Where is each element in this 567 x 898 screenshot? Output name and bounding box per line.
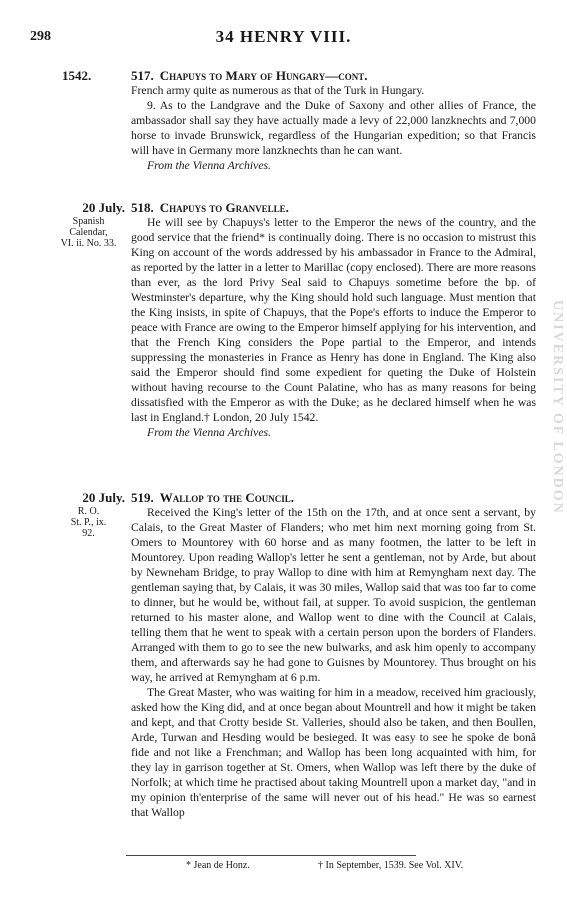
reference-line: R. O. — [77, 506, 100, 517]
entry-paragraph: Received the King's letter of the 15th on the 17th, and at once sent a servant, by Calais, to the Great Master of Flanders; who met him next morning going from St. Omers to Mountorey with 60 horse and as many footmen, the latter to be left in Mountorey. Upon reading Wallop's letter he sent a gentleman, not by Arde, but about by Newneham Bridge, to pray Wallop to dine with him at Remyngham next day. The gentleman saying that, by Calais, it was 30 miles, Wallop said that was too far to come to dinner, but he would be, without fail, at supper. To avoid suspicion, the gentleman returned to his master alone, and Wallop went to dine with the Council at Calais, telling them that he went to speak with a certain person upon the borders of Flanders. Arranged with them to go to see the new bulwarks, and ask him openly to accompany them, and afterwards say he had gone to Guisnes by Mountorey. Thus brought on his way, he arrived at Remyngham at 6 p.m. — [131, 506, 536, 684]
entry-519 — [131, 490, 536, 820]
entry-number: 519. — [131, 490, 154, 505]
library-watermark: UNIVERSITY OF LONDON — [550, 300, 565, 515]
page-number: 298 — [30, 29, 51, 44]
reference-line: 92. — [82, 528, 95, 539]
entry-heading — [131, 200, 536, 215]
entry-title: Chapuys to Granvelle. — [159, 200, 289, 215]
entry-518 — [131, 200, 536, 440]
footnote: † In September, 1539. See Vol. XIV. — [318, 860, 464, 871]
entry-title: Wallop to the Council. — [159, 490, 294, 505]
entry-number: 517. — [131, 68, 154, 83]
entry-title: Chapuys to Mary of Hungary—cont. — [159, 68, 368, 83]
reference-line: Spanish — [72, 216, 105, 227]
entry-518-margin — [30, 200, 125, 249]
entry-519-margin — [30, 490, 125, 539]
reference-line: Calendar, — [69, 227, 108, 238]
entry-date: 20 July. — [82, 200, 125, 215]
entry-source: From the Vienna Archives. — [147, 426, 271, 439]
entry-source: From the Vienna Archives. — [147, 159, 271, 172]
entry-reference — [30, 506, 125, 539]
entry-paragraph: French army quite as numerous as that of the Turk in Hungary. — [131, 84, 425, 97]
year-label: 1542. — [62, 68, 92, 83]
entry-reference — [30, 216, 125, 249]
footnote-rule — [126, 855, 416, 856]
entry-heading — [131, 68, 536, 83]
reference-line: VI. ii. No. 33. — [60, 238, 117, 249]
footnote: * Jean de Honz. — [186, 860, 250, 871]
entry-paragraph: The Great Master, who was waiting for him in a meadow, received him graciously, asked how the King did, and at once began about Mountrell and how it might be taken and kept, and that Crotty beside St. Valleries, should also be taken, and then Boullen, Arde, Turwan and Hesding would be besieged. It was easy to see he spoke de bonâ fide and not like a Frenchman; and Wallop has been long acquainted with him, for they lay in garrison together at St. Omers, when Wallop was left there by the duke of Norfolk; at which time he practised about taking Mountrell upon a market day, "and in my opinion th'enterprise of the same will never out of his head." He was so earnest that Wallop — [131, 686, 536, 819]
reference-line: St. P., ix. — [70, 517, 107, 528]
entry-heading — [131, 490, 536, 505]
entry-date: 20 July. — [82, 490, 125, 505]
entry-paragraph: He will see by Chapuys's letter to the Emperor the news of the country, and the good service that the friend* is continually doing. There is no occasion to mistrust this King on account of the words addressed by his ambassador in France to the Admiral, as reported by the latter in a letter to Marillac (copy enclosed). There are more reasons than ever, as the lord Privy Seal said to Chapuys sometime before the bp. of Westminster's departure, why the King should hold such language. Must mention that the King insists, in spite of Chapuys, that the Pope's efforts to induce the Emperor to peace with France are owing to the Emperor himself applying for his intervention, and that the French King considers the Pope partial to the Emperor, and intends suppressing the monasteries in France as Henry has done in England. The King also said the Emperor should find some expedient for queting the Duke of Holstein without having recourse to the Count Palatine, who has as many reasons for being dissatisfied with the Emperor as with the Duke; as he declared himself when he was last in England.† London, 20 July 1542. — [131, 216, 536, 424]
entry-number: 518. — [131, 200, 154, 215]
running-title: 34 HENRY VIII. — [215, 27, 352, 46]
entry-517 — [131, 68, 536, 173]
entry-paragraph: 9. As to the Landgrave and the Duke of Saxony and other allies of France, the ambassador shall say they have actually made a levy of 22,000 lanzknechts and 7,000 horse to invade Brunswick, regardless of the Hungarian expedition; so that Francis will have in Germany more lanzknechts than he can want. — [131, 99, 536, 157]
